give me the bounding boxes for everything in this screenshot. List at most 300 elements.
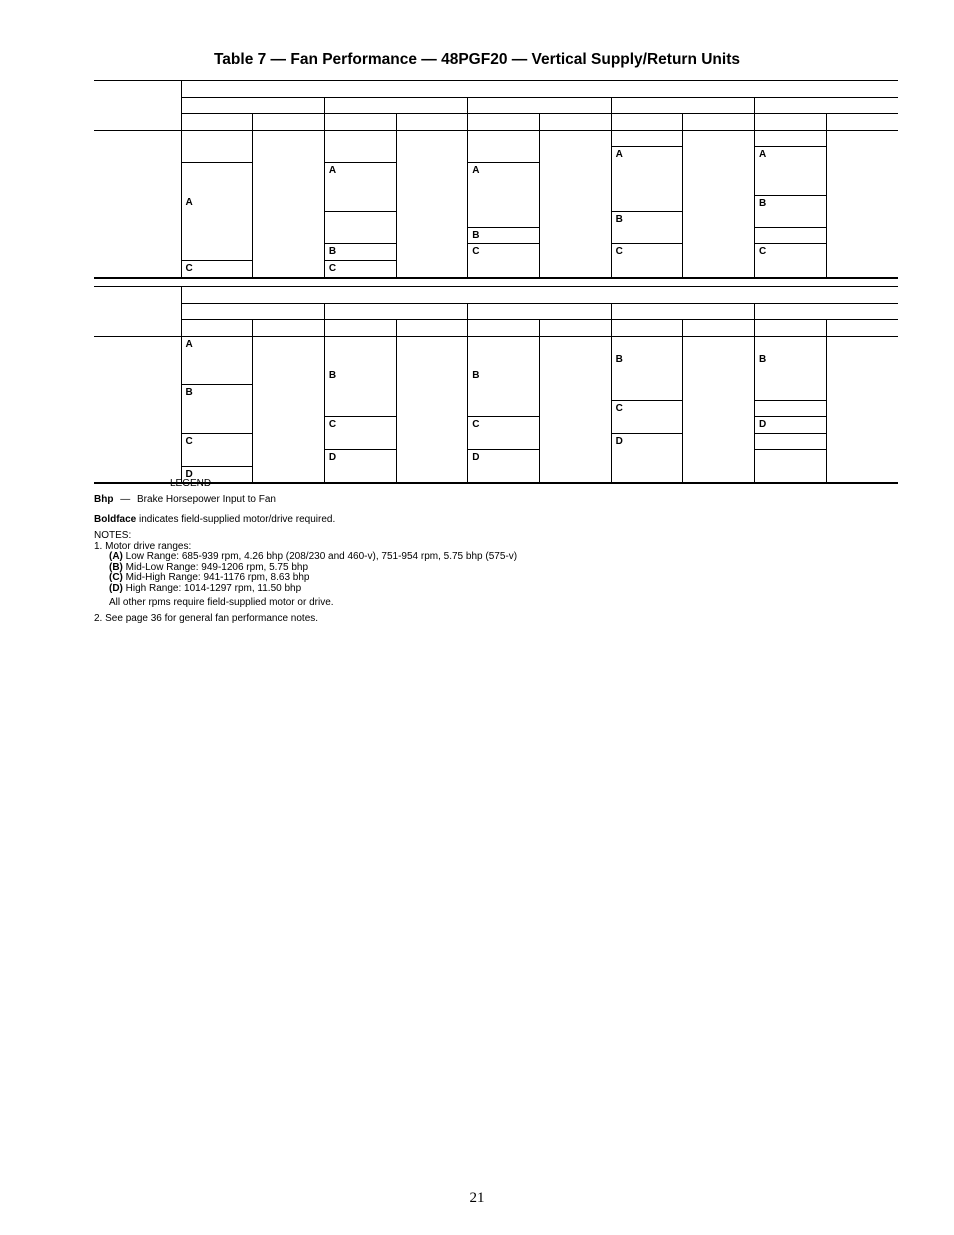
bhp-value (539, 417, 611, 434)
legend-bhp-def: Brake Horsepower Input to Fan (137, 494, 276, 505)
fan-performance-table-1 (94, 80, 898, 279)
pressure-header (181, 303, 324, 320)
drive-range-letter: D (472, 452, 480, 464)
bhp-value (539, 384, 611, 400)
bhp-value (826, 261, 898, 278)
drive-range-letter: A (185, 338, 193, 350)
bhp-value (539, 450, 611, 466)
rpm-value (611, 336, 683, 352)
bhp-value (683, 227, 755, 244)
rpm-value (468, 352, 540, 368)
drive-range-letter: C (328, 419, 337, 431)
rpm-value (755, 417, 827, 434)
pressure-header (324, 303, 467, 320)
range-b-text: Mid-Low Range: 949-1206 rpm, 5.75 bhp (125, 561, 309, 573)
range-b-code: (B) (109, 561, 123, 573)
table-row (94, 227, 898, 244)
bhp-value (826, 130, 898, 147)
column-header-row (94, 114, 898, 131)
legend-boldface (94, 514, 794, 526)
bhp-value (253, 400, 325, 417)
bhp-value (253, 433, 325, 450)
legend-boldface-text: indicates field-supplied motor/drive required. (136, 514, 336, 525)
bhp-value (396, 211, 468, 227)
bhp-value (253, 368, 325, 384)
rpm-value (755, 195, 827, 211)
rpm-value (611, 400, 683, 417)
bhp-value (396, 352, 468, 368)
rpm-value (611, 195, 683, 211)
bhp-value (683, 211, 755, 227)
rpm-value (181, 417, 253, 434)
bhp-value (826, 211, 898, 227)
bhp-value (396, 368, 468, 384)
bhp-value (683, 130, 755, 147)
bhp-column-header (396, 320, 468, 337)
airflow-value (94, 130, 181, 147)
airflow-header (94, 81, 181, 131)
rpm-column-header (324, 114, 396, 131)
rpm-value (468, 244, 540, 261)
rpm-value (324, 352, 396, 368)
drive-range-letter: C (615, 246, 623, 258)
bhp-value (826, 417, 898, 434)
airflow-value (94, 384, 181, 400)
rpm-value (611, 244, 683, 261)
bhp-value (253, 227, 325, 244)
rpm-value (755, 368, 827, 384)
airflow-header (94, 287, 181, 337)
bhp-value (253, 244, 325, 261)
rpm-value (324, 227, 396, 244)
rpm-value (324, 336, 396, 352)
bhp-column-header (826, 320, 898, 337)
legend-bhp-abbr: Bhp (94, 494, 114, 505)
page-number: 21 (469, 1190, 485, 1206)
rpm-value (755, 384, 827, 400)
bhp-value (539, 179, 611, 195)
rpm-value (181, 147, 253, 163)
rpm-value (324, 130, 396, 147)
bhp-value (396, 400, 468, 417)
bhp-value (683, 417, 755, 434)
rpm-value (181, 450, 253, 466)
rpm-value (611, 384, 683, 400)
esp-header-row (94, 81, 898, 98)
drive-range-letter: C (185, 263, 193, 275)
rpm-value (468, 227, 540, 244)
rpm-value (468, 147, 540, 163)
rpm-column-header (755, 320, 827, 337)
bhp-value (683, 195, 755, 211)
rpm-value (755, 352, 827, 368)
rpm-column-header (181, 320, 253, 337)
bhp-value (539, 163, 611, 179)
rpm-value (181, 244, 253, 261)
rpm-column-header (181, 114, 253, 131)
bhp-value (396, 130, 468, 147)
bhp-value (683, 179, 755, 195)
bhp-value (826, 450, 898, 466)
bhp-value (253, 384, 325, 400)
drive-range-letter: B (615, 213, 623, 225)
drive-range-letter: C (615, 402, 623, 414)
airflow-value (94, 211, 181, 227)
pressure-header (755, 303, 899, 320)
table-row (94, 179, 898, 195)
bhp-column-header (253, 114, 325, 131)
range-d-text: High Range: 1014-1297 rpm, 11.50 bhp (125, 582, 302, 594)
rpm-value (468, 211, 540, 227)
esp-header (181, 287, 898, 304)
bhp-value (826, 368, 898, 384)
drive-range-letter: B (472, 229, 480, 241)
bhp-value (253, 211, 325, 227)
rpm-value (611, 368, 683, 384)
rpm-value (468, 433, 540, 450)
drive-range-letter: C (759, 246, 767, 258)
rpm-value (181, 179, 253, 195)
table-row (94, 336, 898, 352)
table-row (94, 130, 898, 147)
bhp-value (396, 227, 468, 244)
rpm-value (611, 450, 683, 466)
bhp-value (253, 450, 325, 466)
bhp-value (539, 261, 611, 278)
rpm-value (468, 179, 540, 195)
bhp-value (826, 400, 898, 417)
table-title: Table 7 — Fan Performance — 48PGF20 — Vertical Supply/Return Units (213, 51, 740, 68)
range-c-code: (C) (109, 572, 123, 583)
bhp-value (826, 147, 898, 163)
bhp-value (396, 384, 468, 400)
rpm-value (755, 227, 827, 244)
bhp-value (539, 433, 611, 450)
rpm-value (468, 163, 540, 179)
drive-range-letter: A (328, 165, 337, 177)
rpm-value (324, 400, 396, 417)
bhp-value (826, 244, 898, 261)
notes-heading: NOTES: (94, 530, 132, 541)
bhp-value (683, 261, 755, 278)
drive-range-letter: A (759, 149, 767, 161)
bhp-column-header (683, 320, 755, 337)
rpm-value (611, 433, 683, 450)
table-row (94, 433, 898, 450)
bhp-value (539, 195, 611, 211)
rpm-value (755, 400, 827, 417)
airflow-value (94, 147, 181, 163)
rpm-column-header (324, 320, 396, 337)
airflow-value (94, 400, 181, 417)
airflow-value (94, 417, 181, 434)
airflow-value (94, 450, 181, 466)
drive-range-letter: A (185, 197, 193, 209)
bhp-value (396, 450, 468, 466)
bhp-column-header (539, 114, 611, 131)
bhp-value (683, 244, 755, 261)
bhp-value (826, 195, 898, 211)
rpm-value (181, 195, 253, 211)
bhp-value (826, 179, 898, 195)
rpm-column-header (468, 114, 540, 131)
airflow-value (94, 195, 181, 211)
bhp-value (253, 352, 325, 368)
drive-range-letter: B (328, 369, 337, 381)
bhp-value (826, 352, 898, 368)
bhp-value (539, 368, 611, 384)
bhp-value (683, 384, 755, 400)
note-2: 2. See page 36 for general fan performance notes. (94, 612, 319, 624)
airflow-value (94, 244, 181, 261)
legend-bhp-dash: — (120, 494, 131, 505)
table-row (94, 400, 898, 417)
table-row (94, 368, 898, 384)
rpm-value (181, 211, 253, 227)
rpm-value (324, 211, 396, 227)
rpm-value (324, 244, 396, 261)
bhp-value (539, 336, 611, 352)
rpm-value (468, 368, 540, 384)
bhp-value (253, 417, 325, 434)
bhp-value (539, 352, 611, 368)
bhp-column-header (253, 320, 325, 337)
table-row (94, 163, 898, 179)
rpm-value (181, 433, 253, 450)
rpm-value (181, 368, 253, 384)
rpm-value (468, 400, 540, 417)
rpm-value (324, 261, 396, 278)
pressure-header (181, 97, 324, 114)
bhp-value (683, 368, 755, 384)
rpm-value (611, 147, 683, 163)
pressure-header (611, 97, 754, 114)
bhp-value (539, 147, 611, 163)
bhp-value (826, 466, 898, 483)
rpm-value (611, 163, 683, 179)
rpm-value (324, 384, 396, 400)
rpm-value (181, 384, 253, 400)
rpm-value (181, 163, 253, 179)
range-a-text: Low Range: 685-939 rpm, 4.26 bhp (208/230 and 460-v), 751-954 rpm, 5.75 bhp (575-v) (125, 551, 518, 562)
range-d (109, 584, 794, 595)
bhp-value (683, 352, 755, 368)
bhp-value (683, 163, 755, 179)
rpm-value (755, 336, 827, 352)
rpm-value (181, 227, 253, 244)
bhp-value (683, 400, 755, 417)
drive-range-letter: D (185, 468, 193, 480)
legend-boldface-word: Boldface (94, 514, 137, 525)
fan-performance-table-2 (94, 286, 898, 484)
bhp-value (826, 336, 898, 352)
drive-range-letter: D (328, 452, 337, 464)
airflow-value (94, 352, 181, 368)
airflow-value (94, 163, 181, 179)
bhp-value (253, 261, 325, 278)
drive-range-letter: B (328, 246, 337, 258)
pressure-row (94, 303, 898, 320)
rpm-value (181, 336, 253, 352)
rpm-value (755, 130, 827, 147)
rpm-value (324, 417, 396, 434)
legend-heading: LEGEND (170, 478, 212, 489)
bhp-value (539, 227, 611, 244)
rpm-column-header (611, 114, 683, 131)
bhp-value (396, 261, 468, 278)
airflow-value (94, 433, 181, 450)
drive-range-letter: D (615, 435, 623, 447)
bhp-value (253, 195, 325, 211)
rpm-value (468, 336, 540, 352)
bhp-value (683, 147, 755, 163)
drive-range-letter: C (185, 435, 193, 447)
rpm-value (468, 130, 540, 147)
bhp-value (396, 163, 468, 179)
drive-range-letter: C (472, 246, 480, 258)
bhp-value (396, 417, 468, 434)
range-c-text: Mid-High Range: 941-1176 rpm, 8.63 bhp (125, 572, 310, 583)
pressure-row (94, 97, 898, 114)
drive-range-letter: A (615, 149, 623, 161)
bhp-column-header (826, 114, 898, 131)
rpm-value (611, 227, 683, 244)
note-1: 1. Motor drive ranges: (94, 541, 192, 552)
drive-range-letter: B (472, 369, 480, 381)
rpm-column-header (611, 320, 683, 337)
range-d-code: (D) (109, 582, 123, 594)
rpm-value (755, 450, 827, 466)
table-row (94, 195, 898, 211)
esp-header (181, 81, 898, 98)
rpm-value (468, 384, 540, 400)
rpm-value (755, 147, 827, 163)
rpm-value (324, 179, 396, 195)
bhp-value (539, 211, 611, 227)
drive-range-letter: B (615, 354, 623, 366)
table-row (94, 417, 898, 434)
bhp-value (396, 336, 468, 352)
rpm-value (181, 130, 253, 147)
note-ranges (94, 552, 794, 609)
bhp-value (826, 227, 898, 244)
table-row (94, 211, 898, 227)
drive-range-letter: A (472, 165, 480, 177)
drive-range-letter: B (759, 354, 767, 366)
bhp-value (826, 384, 898, 400)
esp-header-row (94, 287, 898, 304)
bhp-value (396, 147, 468, 163)
bhp-value (539, 130, 611, 147)
rpm-value (611, 352, 683, 368)
rpm-value (181, 261, 253, 278)
pressure-header (755, 97, 899, 114)
legend-notes (94, 478, 794, 625)
rpm-value (468, 417, 540, 434)
pressure-header (611, 303, 754, 320)
bhp-value (396, 244, 468, 261)
rpm-value (611, 179, 683, 195)
rpm-value (755, 163, 827, 179)
rpm-value (324, 433, 396, 450)
range-a-code: (A) (109, 551, 123, 562)
rpm-value (755, 433, 827, 450)
bhp-value (683, 336, 755, 352)
bhp-column-header (396, 114, 468, 131)
bhp-value (253, 130, 325, 147)
drive-range-letter: C (328, 263, 337, 275)
rpm-value (181, 400, 253, 417)
rpm-value (611, 211, 683, 227)
bhp-value (683, 450, 755, 466)
bhp-value (253, 336, 325, 352)
rpm-value (611, 417, 683, 434)
airflow-value (94, 179, 181, 195)
legend-bhp (94, 494, 794, 506)
rpm-value (181, 352, 253, 368)
pressure-header (468, 303, 611, 320)
pressure-header (324, 97, 467, 114)
airflow-value (94, 261, 181, 278)
drive-range-letter: C (472, 419, 480, 431)
bhp-value (253, 179, 325, 195)
rpm-value (755, 179, 827, 195)
bhp-column-header (683, 114, 755, 131)
bhp-value (826, 163, 898, 179)
drive-range-letter: B (185, 386, 193, 398)
rpm-value (468, 450, 540, 466)
airflow-value (94, 227, 181, 244)
rpm-value (324, 450, 396, 466)
bhp-value (253, 147, 325, 163)
bhp-value (396, 195, 468, 211)
rpm-value (755, 211, 827, 227)
rpm-value (611, 261, 683, 278)
rpm-value (755, 261, 827, 278)
bhp-value (539, 400, 611, 417)
bhp-column-header (539, 320, 611, 337)
pressure-header (468, 97, 611, 114)
rpm-value (324, 195, 396, 211)
drive-range-letter: B (759, 197, 767, 209)
drive-range-letter: D (759, 419, 767, 431)
rpm-value (755, 244, 827, 261)
rpm-column-header (468, 320, 540, 337)
column-header-row (94, 320, 898, 337)
rpm-value (468, 261, 540, 278)
airflow-value (94, 336, 181, 352)
bhp-value (396, 179, 468, 195)
table-row (94, 450, 898, 466)
note-other: All other rpms require field-supplied motor or drive. (109, 597, 334, 608)
rpm-value (468, 195, 540, 211)
table-row (94, 244, 898, 261)
bhp-value (396, 433, 468, 450)
rpm-value (324, 163, 396, 179)
table-row (94, 261, 898, 278)
bhp-value (826, 433, 898, 450)
bhp-value (253, 163, 325, 179)
bhp-value (683, 433, 755, 450)
rpm-column-header (755, 114, 827, 131)
rpm-value (324, 368, 396, 384)
table-row (94, 352, 898, 368)
table-row (94, 384, 898, 400)
airflow-value (94, 368, 181, 384)
table-row (94, 147, 898, 163)
rpm-value (324, 147, 396, 163)
bhp-value (539, 244, 611, 261)
